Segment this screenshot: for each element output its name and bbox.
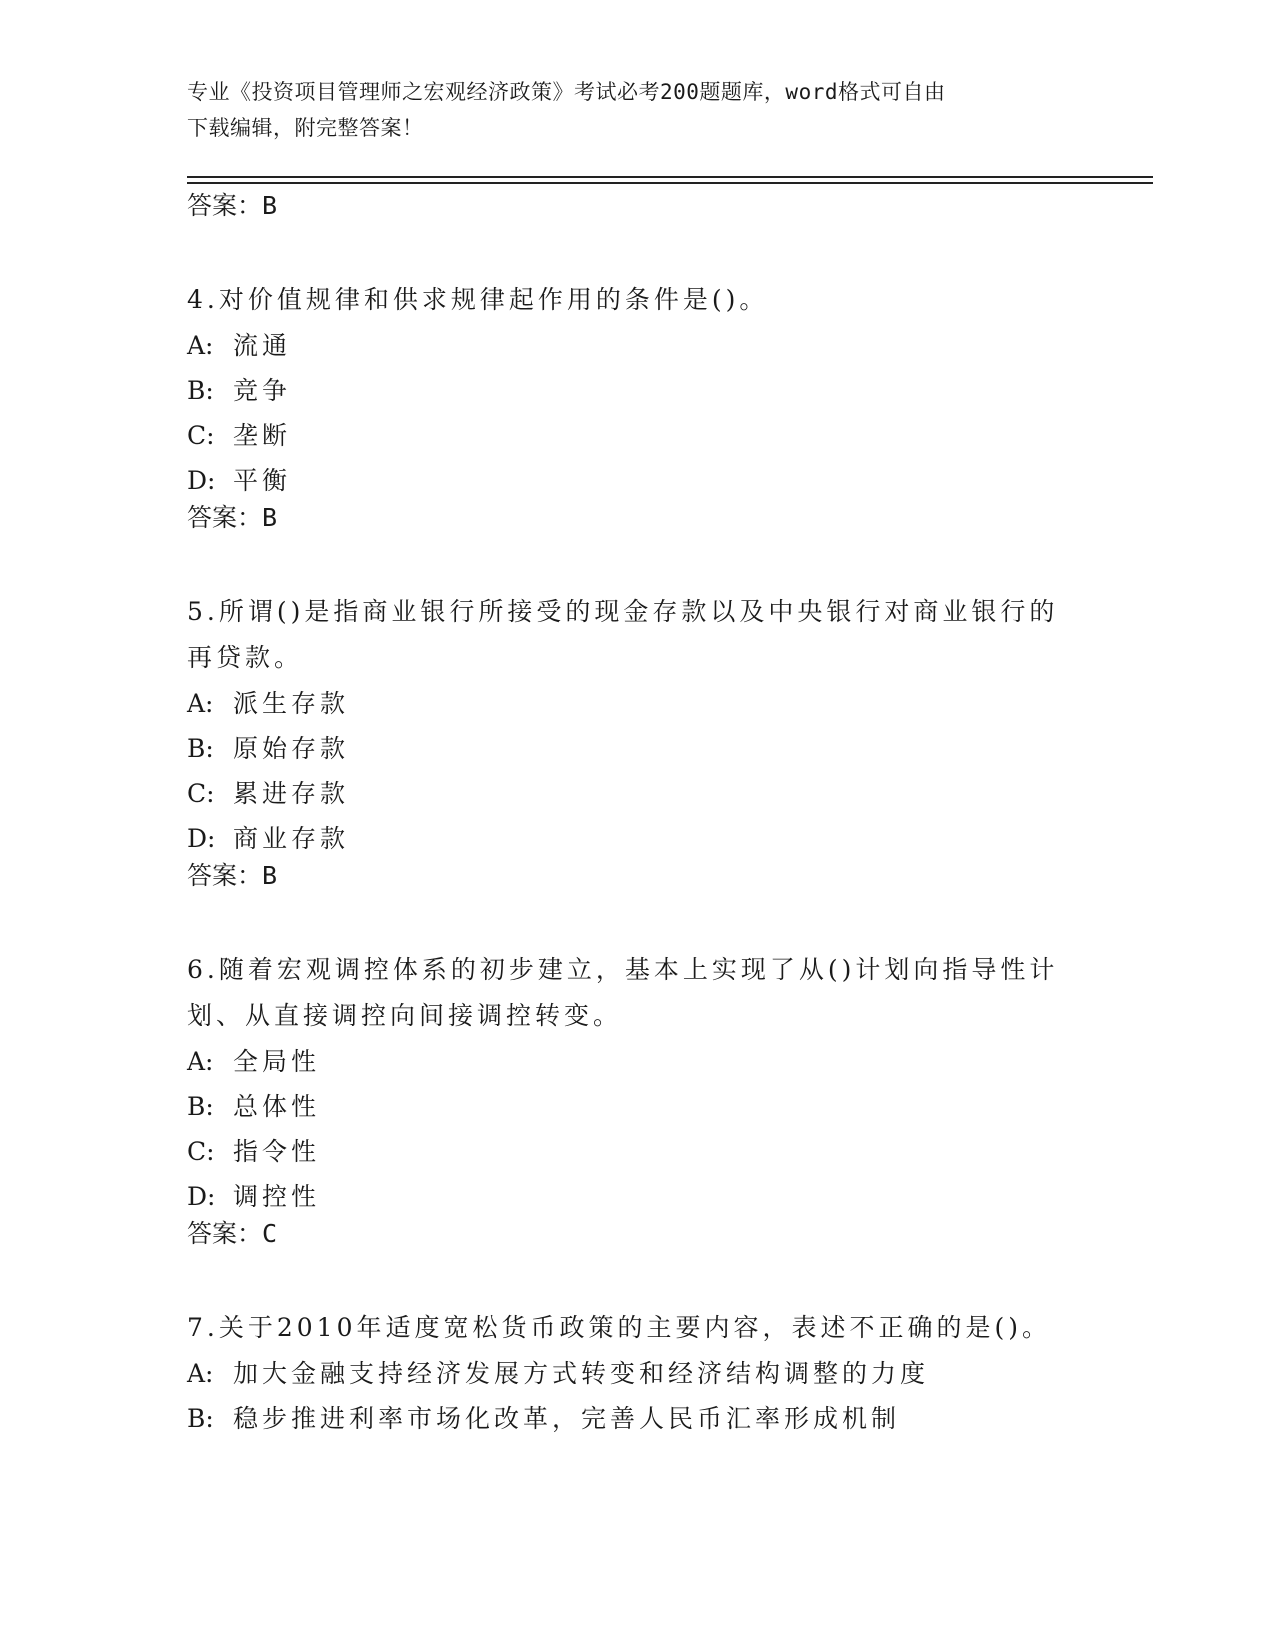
header-line-1: 专业《投资项目管理师之宏观经济政策》考试必考200题题库，word格式可自由 [187, 80, 946, 104]
option-b: B: 稳步推进利率市场化改革，完善人民币汇率形成机制 [187, 1404, 901, 1433]
option-d: D: 商业存款 [187, 824, 350, 853]
option-a: A: 流通 [187, 331, 292, 360]
question-block [187, 947, 1087, 1249]
question-block [187, 1305, 1087, 1441]
option-b: B: 总体性 [187, 1092, 321, 1121]
question-text: 6.随着宏观调控体系的初步建立，基本上实现了从()计划向指导性计划、从直接调控向间接调控转变。 [187, 955, 1059, 1030]
option-d: D: 调控性 [187, 1182, 321, 1211]
question-block [187, 277, 1087, 533]
option-c: C: 垄断 [187, 421, 292, 450]
option-d: D: 平衡 [187, 466, 292, 495]
document-body [187, 191, 1087, 1441]
option-a: A: 全局性 [187, 1047, 321, 1076]
header-divider-bottom [187, 182, 1153, 184]
answer-line: 答案：C [187, 1219, 278, 1248]
option-c: C: 累进存款 [187, 779, 350, 808]
question-text: 7.关于2010年适度宽松货币政策的主要内容，表述不正确的是()。 [187, 1313, 1051, 1342]
answer-line: 答案：B [187, 861, 278, 890]
option-b: B: 竞争 [187, 376, 292, 405]
document-header [187, 74, 1087, 146]
option-a: A: 加大金融支持经济发展方式转变和经济结构调整的力度 [187, 1359, 930, 1388]
answer-line: 答案：B [187, 503, 278, 532]
question-text: 4.对价值规律和供求规律起作用的条件是()。 [187, 285, 769, 314]
answer-line: 答案：B [187, 191, 278, 220]
option-a: A: 派生存款 [187, 689, 350, 718]
option-c: C: 指令性 [187, 1137, 321, 1166]
header-divider-top [187, 176, 1153, 178]
option-b: B: 原始存款 [187, 734, 350, 763]
question-block [187, 589, 1087, 891]
question-text: 5.所谓()是指商业银行所接受的现金存款以及中央银行对商业银行的再贷款。 [187, 597, 1059, 672]
header-line-2: 下载编辑，附完整答案！ [187, 116, 424, 140]
